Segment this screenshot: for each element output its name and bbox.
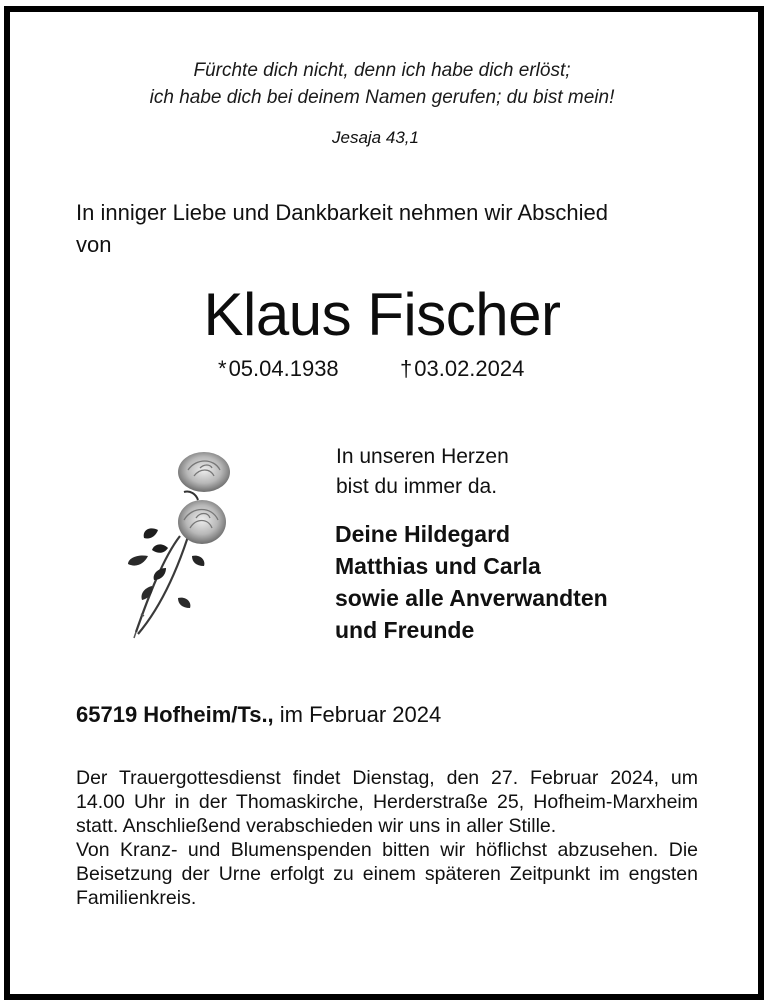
service-paragraph-1: Der Trauergottesdienst findet Dienstag, den 27. Februar 2024, um 14.00 Uhr in der Thomaskirche, Herderstraße 25, Hofheim-Marxheim statt. Anschließend verabschieden wir uns in aller Stille. xyxy=(76,767,698,837)
birth-date-value: 05.04.1938 xyxy=(228,356,339,381)
farewell-intro-line-1: In inniger Liebe und Dankbarkeit nehmen wir Abschied xyxy=(76,200,608,225)
remembrance-text xyxy=(336,442,509,502)
service-paragraph-2: Von Kranz- und Blumenspenden bitten wir höflichst abzusehen. Die Beisetzung der Urne erfolgt zu einem späteren Zeitpunkt im engsten Familienkreis. xyxy=(76,839,698,909)
bible-quote-line-1: Fürchte dich nicht, denn ich habe dich erlöst; xyxy=(193,60,571,81)
deceased-name: Klaus Fischer xyxy=(203,281,561,348)
bible-quote-line-2: ich habe dich bei deinem Namen gerufen; du bist mein! xyxy=(149,87,615,108)
farewell-intro-line-2: von xyxy=(76,232,112,257)
death-date xyxy=(400,356,524,382)
mourner-line: sowie alle Anverwandten xyxy=(335,585,608,611)
place-and-date xyxy=(76,702,441,728)
death-cross-icon: † xyxy=(400,356,413,381)
date: im Februar 2024 xyxy=(279,702,442,727)
rose-icon xyxy=(118,448,248,653)
birth-star-icon: * xyxy=(218,356,227,381)
birth-date xyxy=(218,356,339,382)
service-notice xyxy=(76,766,698,910)
mourner-line: Deine Hildegard xyxy=(335,521,511,547)
farewell-intro xyxy=(76,197,608,261)
place: 65719 Hofheim/Ts., xyxy=(76,702,274,727)
bible-reference: Jesaja 43,1 xyxy=(332,128,419,147)
mourner-line: Matthias und Carla xyxy=(335,553,541,579)
remembrance-line-1: In unseren Herzen xyxy=(336,445,509,468)
death-date-value: 03.02.2024 xyxy=(414,356,525,381)
mourners-list xyxy=(335,518,608,646)
remembrance-line-2: bist du immer da. xyxy=(336,475,498,498)
mourner-line: und Freunde xyxy=(335,617,475,643)
